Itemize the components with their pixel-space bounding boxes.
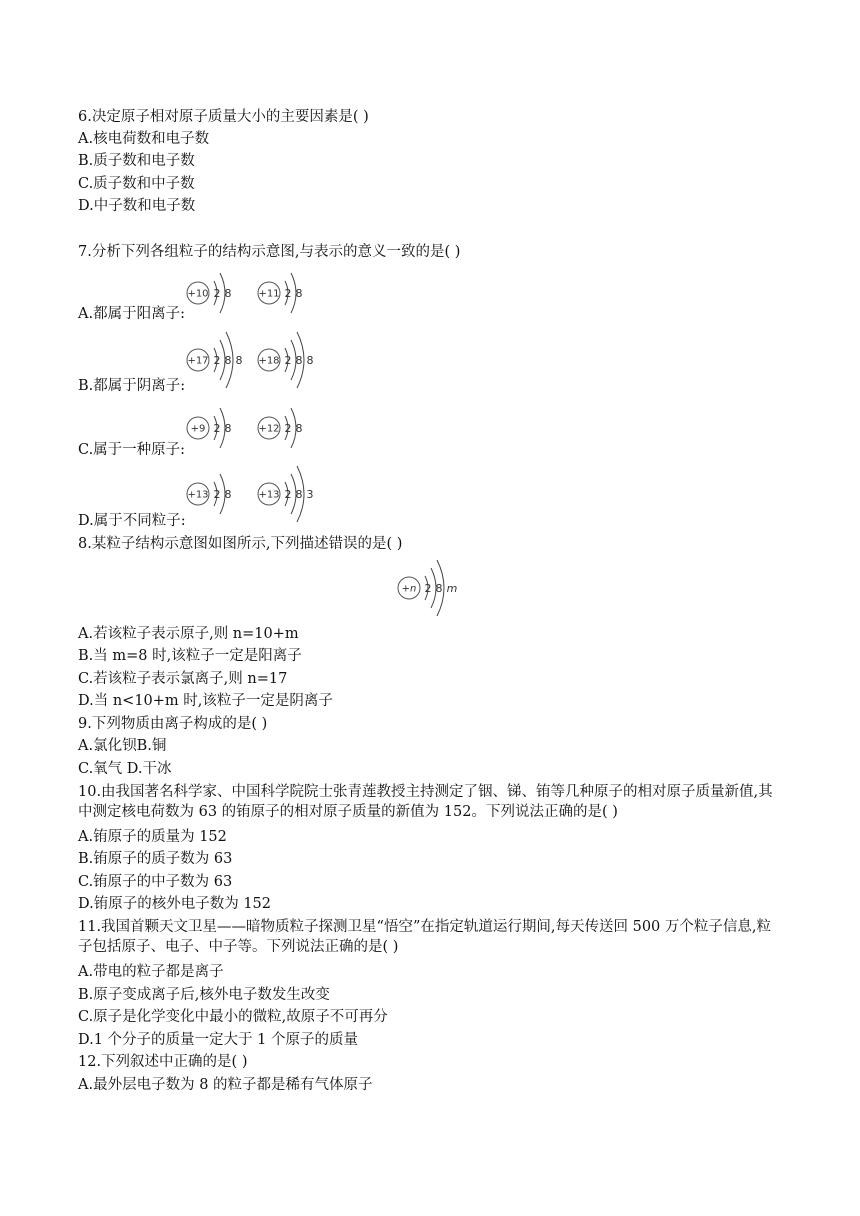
svg-text:2: 2 (213, 488, 221, 501)
question-6-option-c: C.质子数和中子数 (78, 176, 195, 192)
question-10-option-a: A.铕原子的质量为 152 (78, 829, 227, 845)
question-9-options-cd: C.氧气 D.干冰 (78, 761, 172, 777)
svg-text:3: 3 (306, 488, 314, 501)
svg-text:2: 2 (213, 354, 221, 367)
svg-text:8: 8 (295, 422, 303, 435)
question-11-stem: 11.我国首颗天文卫星——暗物质粒子探测卫星“悟空”在指定轨道运行期间,每天传送回 500 万个粒子信息,粒子包括原子、电子、中子等。下列说法正确的是( ) (78, 919, 771, 955)
svg-text:2: 2 (213, 287, 221, 300)
question-7-option-d: D.属于不同粒子: (78, 513, 186, 529)
svg-text:+17: +17 (187, 355, 209, 367)
atom-diagram-d2 (257, 464, 327, 524)
svg-text:+12: +12 (258, 423, 280, 435)
atom-diagram-b1 (186, 330, 256, 390)
atom-diagram-c1 (186, 400, 246, 456)
svg-text:8: 8 (295, 287, 303, 300)
svg-text:+n: +n (401, 583, 417, 595)
question-10-option-b: B.铕原子的质子数为 63 (78, 851, 233, 867)
svg-text:8: 8 (435, 582, 443, 595)
svg-text:2: 2 (284, 354, 292, 367)
svg-text:+13: +13 (187, 489, 209, 501)
question-9-stem: 9.下列物质由离子构成的是( ) (78, 716, 268, 732)
atom-diagram-q8 (396, 558, 468, 618)
question-10-stem: 10.由我国著名科学家、中国科学院院士张青莲教授主持测定了铟、锑、铕等几种原子的相对原子质量新值,其中测定核电荷数为 63 的铕原子的相对原子质量的新值为 152。下列说法正确的是( ) (78, 784, 773, 820)
question-10-option-c: C.铕原子的中子数为 63 (78, 874, 233, 890)
svg-text:2: 2 (284, 422, 292, 435)
atom-diagram-a1 (186, 265, 246, 321)
svg-text:8: 8 (295, 488, 303, 501)
svg-text:+9: +9 (190, 423, 206, 435)
question-7-stem: 7.分析下列各组粒子的结构示意图,与表示的意义一致的是( ) (78, 244, 461, 260)
question-12-stem: 12.下列叙述中正确的是( ) (78, 1054, 248, 1070)
svg-text:8: 8 (306, 354, 314, 367)
question-12-option-a: A.最外层电子数为 8 的粒子都是稀有气体原子 (78, 1077, 373, 1093)
svg-text:+13: +13 (258, 489, 280, 501)
svg-text:+11: +11 (258, 288, 280, 300)
svg-text:+18: +18 (258, 355, 280, 367)
svg-text:8: 8 (224, 488, 232, 501)
svg-text:m: m (446, 582, 458, 595)
svg-text:8: 8 (235, 354, 243, 367)
svg-text:2: 2 (424, 582, 432, 595)
atom-diagram-a2 (257, 265, 317, 321)
question-6-stem: 6.决定原子相对原子质量大小的主要因素是( ) (78, 109, 369, 125)
question-7-option-c: C.属于一种原子: (78, 442, 186, 458)
atom-diagram-d1 (186, 466, 246, 522)
question-7-option-a: A.都属于阳离子: (78, 306, 185, 322)
question-8-stem: 8.某粒子结构示意图如图所示,下列描述错误的是( ) (78, 536, 403, 552)
svg-text:8: 8 (224, 287, 232, 300)
question-8-option-b: B.当 m=8 时,该粒子一定是阳离子 (78, 648, 302, 664)
svg-text:2: 2 (213, 422, 221, 435)
question-7-option-b: B.都属于阴离子: (78, 378, 186, 394)
question-6-option-b: B.质子数和电子数 (78, 153, 195, 169)
svg-text:8: 8 (295, 354, 303, 367)
svg-text:2: 2 (284, 488, 292, 501)
question-10-option-d: D.铕原子的核外电子数为 152 (78, 896, 272, 912)
question-6-option-a: A.核电荷数和电子数 (78, 131, 210, 147)
question-11-option-b: B.原子变成离子后,核外电子数发生改变 (78, 987, 330, 1003)
svg-text:8: 8 (224, 354, 232, 367)
question-8-option-c: C.若该粒子表示氯离子,则 n=17 (78, 671, 288, 687)
question-8-option-d: D.当 n<10+m 时,该粒子一定是阴离子 (78, 693, 333, 709)
question-6-option-d: D.中子数和电子数 (78, 198, 196, 214)
question-8-option-a: A.若该粒子表示原子,则 n=10+m (78, 626, 299, 642)
svg-text:+10: +10 (187, 288, 209, 300)
svg-text:2: 2 (284, 287, 292, 300)
question-11-option-a: A.带电的粒子都是离子 (78, 964, 224, 980)
question-11-option-d: D.1 个分子的质量一定大于 1 个原子的质量 (78, 1032, 358, 1048)
svg-text:8: 8 (224, 422, 232, 435)
question-9-options-ab: A.氯化钡B.铜 (78, 738, 167, 754)
atom-diagram-c2 (257, 400, 317, 456)
atom-diagram-b2 (257, 330, 327, 390)
question-11-option-c: C.原子是化学变化中最小的微粒,故原子不可再分 (78, 1009, 388, 1025)
